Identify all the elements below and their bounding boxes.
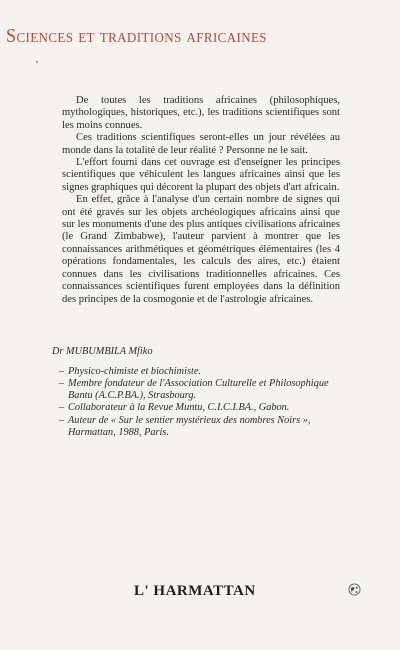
globe-icon (348, 583, 361, 596)
credit-item: – Auteur de « Sur le sentier mystérieux des nombres Noirs », Harmattan, 1988, Paris. (59, 414, 311, 438)
synopsis-paragraph: Ces traditions scientifiques seront-elles un jour révélées au monde dans la totalité de leur réalité ? Personne ne le sait. (62, 132, 340, 156)
synopsis-paragraph: En effet, grâce à l'analyse d'un certain nombre de signes qui ont été gravés sur les objets archéologiques africains ainsi que sur les monuments d'une des plus antiques civilisations africaines (le Grand Zimbabwe), l'auteur parvient à montrer que les connaissances arithmétiques et géométriques élémentaires (les 4 opérations fondamentales, les calculs des aires, etc.) étaient connues dans les civilisations traditionnelles africaines. Ces connaissances scientifiques furent employées dans la définition des principes de la cosmogonie et de l'astrologie africaines. (62, 194, 340, 305)
publisher-name: L' HARMATTAN (134, 583, 256, 599)
book-title: Sciences et traditions africaines (6, 26, 267, 47)
credit-item: – Membre fondateur de l'Association Culturelle et Philosophique Bantu (A.C.P.BA.), Strasbourg. (59, 378, 329, 401)
author-name: Dr MUBUMBILA Mfiko (52, 346, 153, 357)
synopsis (62, 95, 340, 306)
credit-item: – Physico-chimiste et biochimiste. (59, 365, 201, 377)
author-bio (52, 346, 352, 439)
synopsis-paragraph: De toutes les traditions africaines (philosophiques, mythologiques, historiques, etc.), les traditions scientifiques sont les moins connues. (62, 95, 340, 131)
author-credits (52, 366, 352, 439)
synopsis-paragraph: L'effort fourni dans cet ouvrage est d'enseigner les principes scientifiques que véhiculent les langues africaines ainsi que les signes graphiques qui décorent la plupart des objets d'art africain. (62, 157, 340, 193)
credit-item: – Collaborateur à la Revue Muntu, C.I.C.I.BA., Gabon. (59, 402, 290, 414)
decorative-dot (36, 61, 38, 63)
